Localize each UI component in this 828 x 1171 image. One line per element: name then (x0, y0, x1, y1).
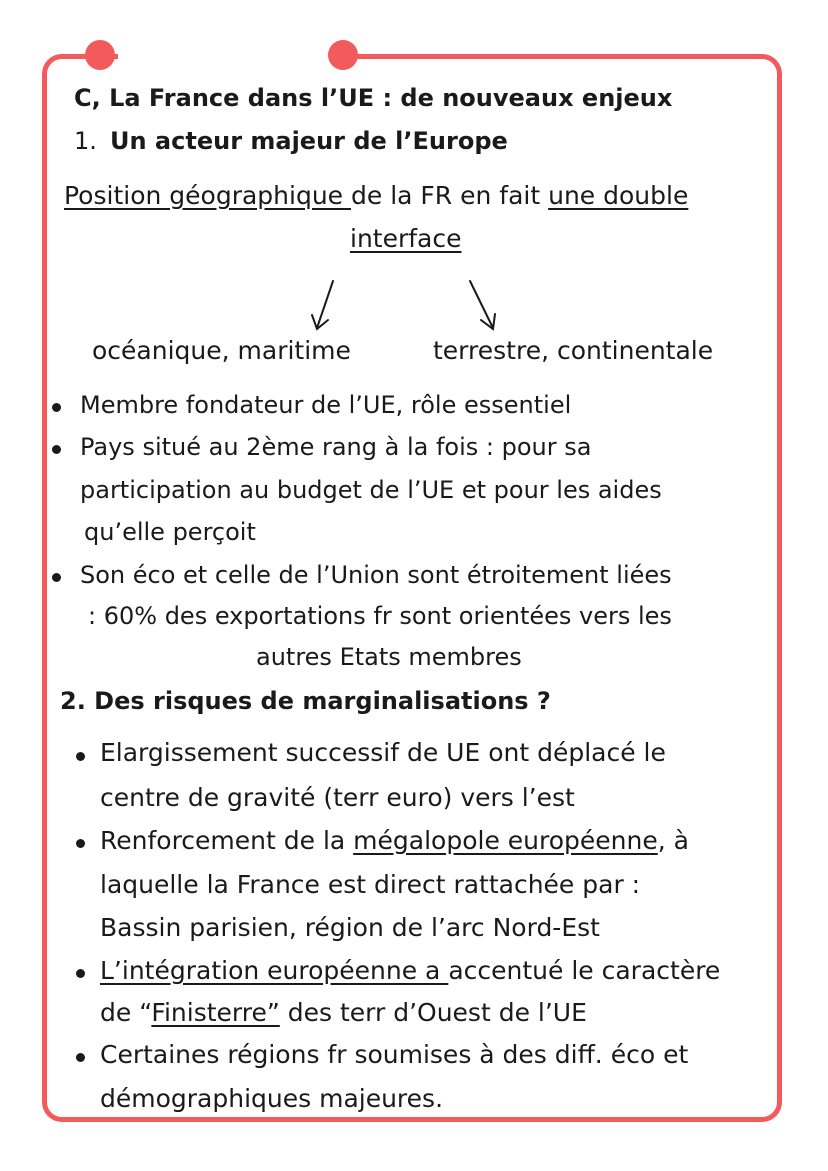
section-2-title: 2. Des risques de marginalisations ? (60, 687, 551, 715)
list-item: Pays situé au 2ème rang à la fois : pour sa (80, 433, 592, 461)
list-item: Membre fondateur de l’UE, rôle essentiel (80, 391, 572, 419)
list-item-line: Bassin parisien, région de l’arc Nord-Est (100, 913, 600, 942)
megalopole-underlined: mégalopole européenne (353, 826, 658, 855)
branch-right: terrestre, continentale (433, 336, 714, 365)
position-text: de la FR en fait (351, 181, 549, 210)
finisterre-underlined: Finisterre” (151, 998, 280, 1027)
list-item-line: laquelle la France est direct rattachée par : (100, 870, 641, 899)
frame-ring-gap (118, 50, 332, 62)
subsection-number: 1. (74, 127, 97, 155)
list-item: Certaines régions fr soumises à des diff. éco et (100, 1040, 689, 1069)
bullet-icon (76, 969, 85, 978)
integration-underlined: L’intégration européenne a (100, 956, 449, 985)
list-item (100, 956, 720, 985)
list-item-line: participation au budget de l’UE et pour les aides (80, 476, 662, 504)
list-item-line: autres Etats membres (256, 643, 522, 671)
list-item-text: des terr d’Ouest de l’UE (279, 998, 587, 1027)
position-underlined-2: une double (548, 181, 689, 210)
position-line (64, 181, 688, 210)
list-item-line: centre de gravité (terr euro) vers l’est (100, 783, 575, 812)
position-interface: interface (350, 224, 462, 253)
section-title: C, La France dans l’UE : de nouveaux enjeux (74, 84, 673, 112)
arrow-down-right-icon (470, 281, 495, 329)
bullet-icon (76, 752, 85, 761)
branch-left: océanique, maritime (92, 336, 351, 365)
list-item: Elargissement successif de UE ont déplacé le (100, 738, 666, 767)
list-item (100, 826, 689, 855)
list-item-line: : 60% des exportations fr sont orientées vers les (88, 602, 672, 630)
bullet-icon (52, 573, 61, 582)
list-item-text: accentué le caractère (448, 956, 721, 985)
list-item: Son éco et celle de l’Union sont étroitement liées (80, 561, 672, 589)
arrow-down-left-icon (312, 281, 333, 329)
list-item-line (100, 998, 587, 1027)
bullet-icon (52, 445, 61, 454)
list-item-text: Renforcement de la (100, 826, 354, 855)
subsection-title: Un acteur majeur de l’Europe (110, 127, 508, 155)
bullet-icon (76, 1053, 85, 1062)
bullet-icon (52, 403, 61, 412)
bullet-icon (76, 839, 85, 848)
list-item-line: démographiques majeures. (100, 1084, 444, 1113)
position-underlined: Position géographique (64, 181, 351, 210)
list-item-line: qu’elle perçoit (84, 518, 256, 546)
list-item-text: , à (657, 826, 689, 855)
ring-left-icon (85, 40, 115, 70)
ring-right-icon (328, 40, 358, 70)
branch-arrows (300, 278, 520, 338)
list-item-text: de “ (100, 998, 152, 1027)
